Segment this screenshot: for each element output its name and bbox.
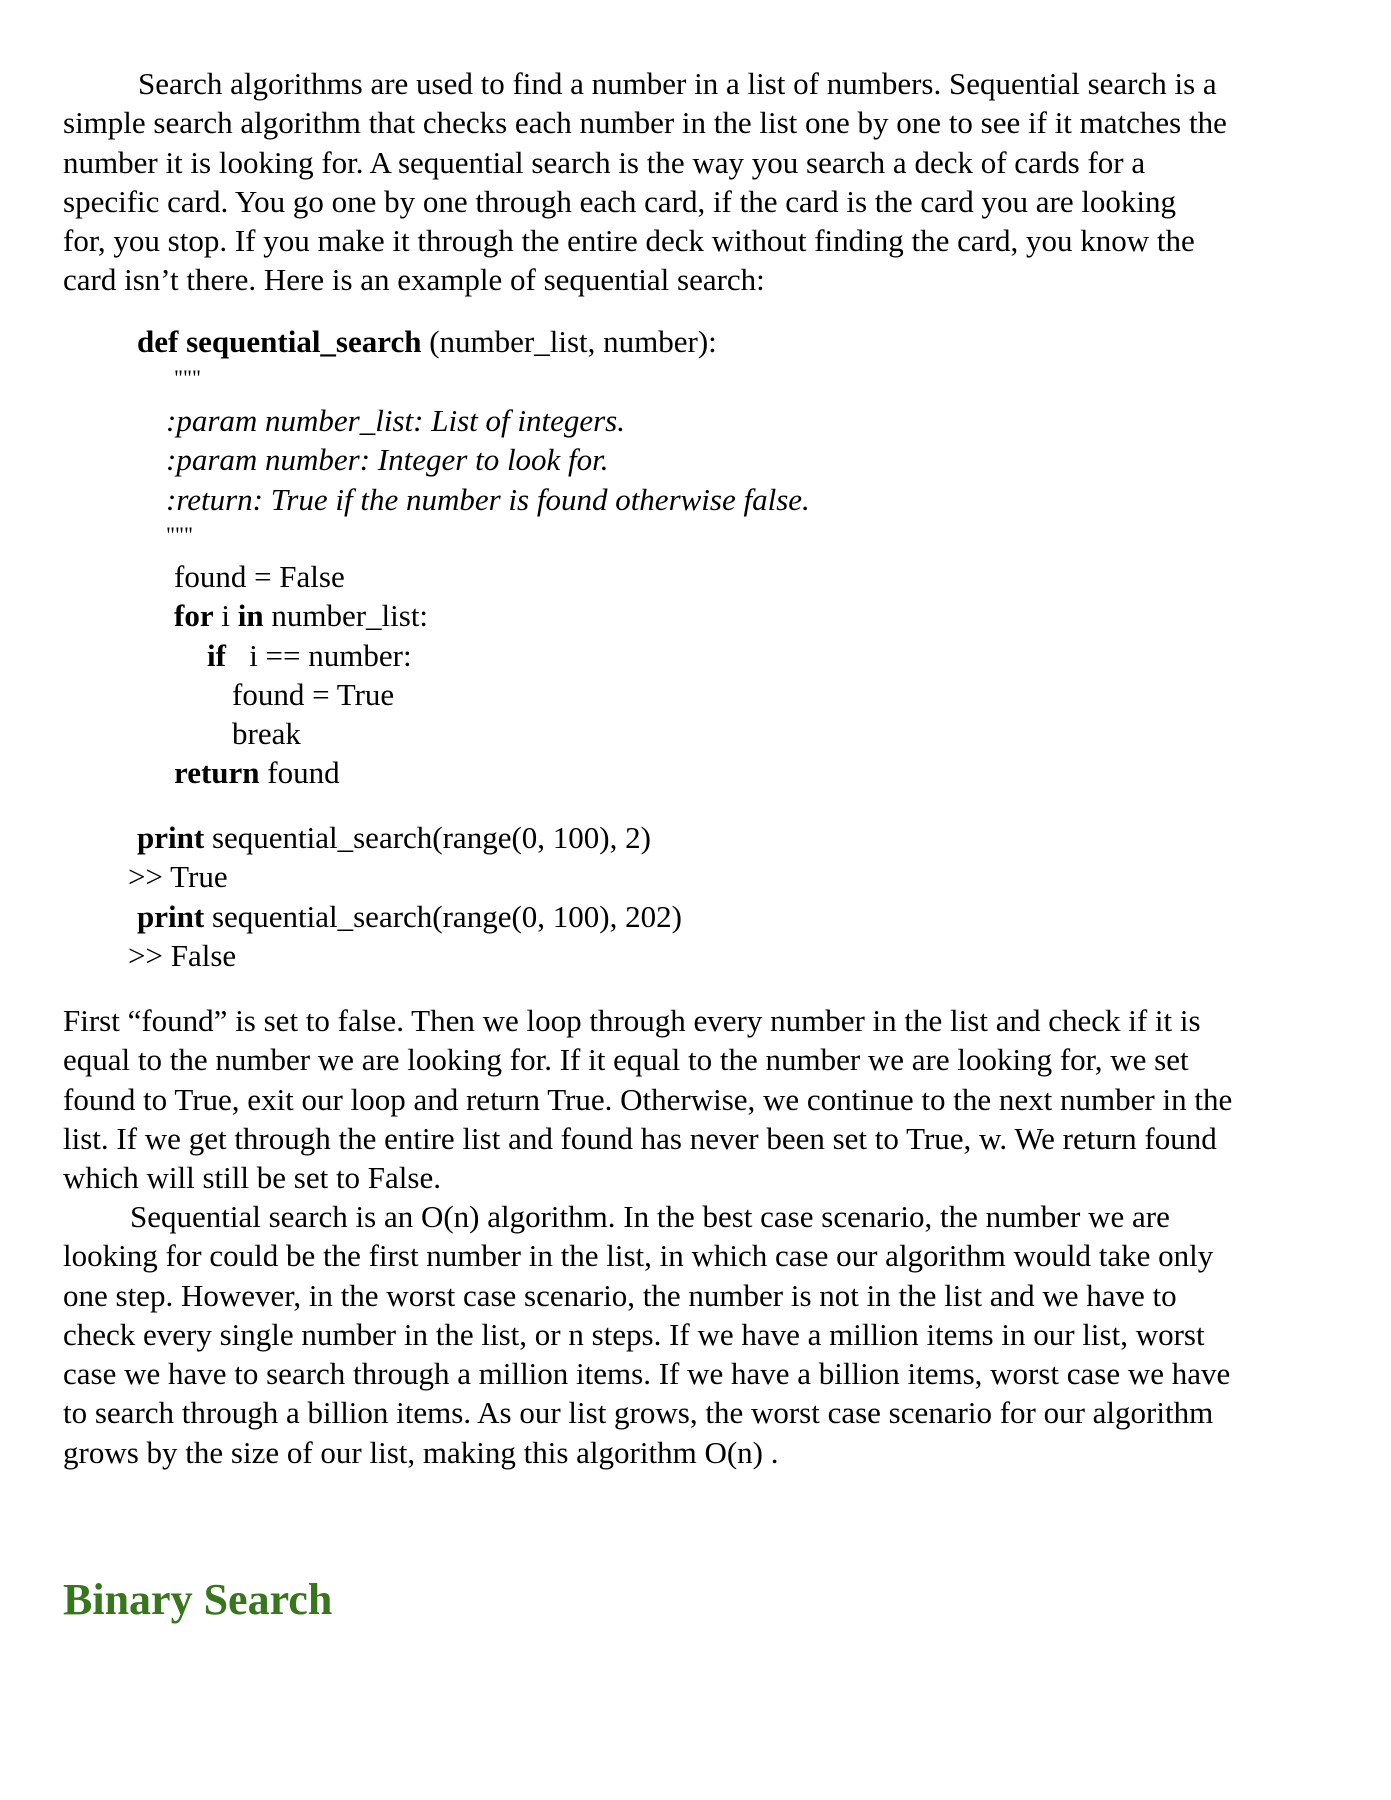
code-for-keyword: for (174, 598, 214, 634)
code-line-for (174, 596, 428, 635)
docstring-param1: :param number_list: List of integers. (166, 403, 625, 438)
docstring-open-quotes: """ (174, 365, 201, 390)
code-if-rest: i == number: (225, 637, 412, 673)
complexity-line: Sequential search is an O(n) algorithm. In the best case scenario, the number we are (130, 1199, 1170, 1234)
explanation-line: equal to the number we are looking for. If it equal to the number we are looking for, we set (63, 1042, 1189, 1078)
code-line-found-true: found = True (232, 676, 395, 712)
code-line-break: break (232, 716, 301, 752)
code-if-keyword: if (207, 637, 226, 673)
complexity-line: case we have to search through a million items. If we have a billion items, worst case we have (63, 1356, 1231, 1392)
example-call-1-text: sequential_search(range(0, 100), 2) (204, 820, 651, 855)
explanation-line: First “found” is set to false. Then we loop through every number in the list and check if it is (63, 1003, 1201, 1038)
intro-line: card isn’t there. Here is an example of sequential search: (63, 262, 765, 298)
complexity-line: to search through a billion items. As our list grows, the worst case scenario for our algorithm (63, 1395, 1214, 1431)
example-output-1: >> True (128, 859, 228, 895)
complexity-line: check every single number in the list, or n steps. If we have a million items in our list, worst (63, 1316, 1205, 1352)
section-heading: Binary Search (63, 1575, 333, 1624)
code-body (174, 557, 428, 793)
example-call-1 (128, 818, 682, 857)
intro-line: simple search algorithm that checks each number in the list one by one to see if it matches the (63, 105, 1227, 141)
print-keyword: print (137, 820, 205, 855)
complexity-paragraph (63, 1197, 1333, 1472)
code-def-keyword: def (137, 324, 179, 359)
explanation-line: list. If we get through the entire list and found has never been set to True, w. We return found (63, 1120, 1217, 1156)
example-calls (128, 818, 682, 975)
example-output-2: >> False (128, 937, 237, 973)
docstring-body (166, 401, 810, 519)
docstring-open (174, 363, 201, 393)
complexity-line: one step. However, in the worst case scenario, the number is not in the list and we have to (63, 1277, 1177, 1313)
code-return-rest: found (259, 755, 340, 791)
code-block (137, 322, 717, 361)
docstring-close (166, 520, 193, 550)
explanation-line: which will still be set to False. (63, 1160, 441, 1196)
intro-paragraph (63, 64, 1333, 300)
example-call-2-text: sequential_search(range(0, 100), 202) (204, 898, 682, 934)
explanation-line: found to True, exit our loop and return True. Otherwise, we continue to the next number in the (63, 1081, 1233, 1117)
code-for-rest: number_list: (263, 598, 429, 634)
intro-line: specific card. You go one by one through each card, if the card is the card you are looking (63, 183, 1177, 219)
code-function-name: sequential_search (186, 324, 422, 359)
intro-line: for, you stop. If you make it through the entire deck without finding the card, you know the (63, 223, 1195, 259)
code-for-var: i (213, 598, 238, 634)
docstring-return: :return: True if the number is found otherwise false. (166, 481, 810, 517)
docstring-param2: :param number: Integer to look for. (166, 442, 609, 478)
intro-line: Search algorithms are used to find a number in a list of numbers. Sequential search is a (138, 66, 1217, 101)
code-line-if (174, 636, 428, 675)
complexity-line: grows by the size of our list, making this algorithm O(n) . (63, 1434, 779, 1470)
code-def-line (137, 322, 717, 361)
code-return-keyword: return (174, 755, 260, 791)
example-call-2 (128, 897, 682, 936)
docstring-close-quotes: """ (166, 522, 193, 547)
explanation-paragraph (63, 1001, 1333, 1197)
print-keyword: print (137, 898, 205, 934)
complexity-line: looking for could be the first number in the list, in which case our algorithm would take only (63, 1238, 1214, 1274)
code-line-found-false: found = False (174, 559, 345, 594)
code-in-keyword: in (237, 598, 264, 634)
code-line-return (174, 753, 428, 792)
intro-line: number it is looking for. A sequential search is the way you search a deck of cards for a (63, 144, 1146, 180)
code-def-args: (number_list, number): (421, 324, 717, 359)
